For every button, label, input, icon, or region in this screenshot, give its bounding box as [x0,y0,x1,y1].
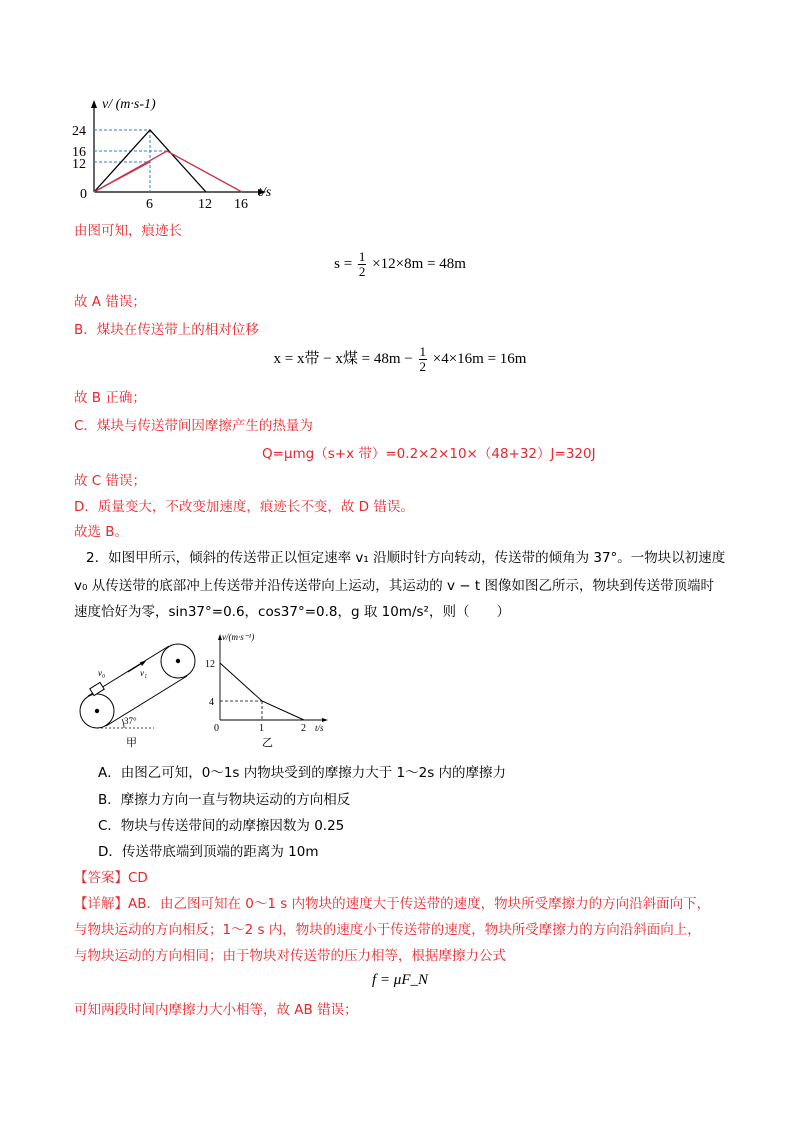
x-tick: 2 [301,723,306,734]
v1-label: v₁ [140,668,148,678]
detail-line: 与物块运动的方向相同；由于物块对传送带的压力相等，根据摩擦力公式 [74,948,506,964]
solution-line: 故 B 正确； [74,390,146,406]
origin: 0 [214,723,219,734]
question-stem: 2．如图甲所示，倾斜的传送带正以恒定速率 v₁ 沿顺时针方向转动，传送带的倾角为 37°。一物块以初速度 [86,550,726,566]
origin: 0 [80,187,87,202]
x-tick: 16 [234,197,248,212]
y-tick: 24 [72,124,86,139]
angle-label: 37° [124,716,137,726]
y-axis-arrow [91,100,97,108]
x-tick: 12 [198,197,212,212]
solution-line: B．煤块在传送带上的相对位移 [74,322,259,338]
question-stem: v₀ 从传送带的底部冲上传送带并沿传送带向上运动，其运动的 v − t 图像如图乙所示，物块到传送带顶端时 [74,578,714,594]
detail-line: 与物块运动的方向相反；1～2 s 内，物块的速度小于传送带的速度，物块所受摩擦力的方向沿斜面向上， [74,922,701,938]
y-tick: 12 [72,157,86,172]
x-label: t/s [315,723,324,733]
equation-2: x = x带 − x煤 = 48m − $\frac{1}{2}$ ×4×16m = 16m [273,344,527,374]
solution-line: 由图可知，痕迹长 [74,223,182,239]
vt-graph-1 [70,92,290,214]
y-label: v/ (m·s-1) [102,97,156,112]
x-label: t/s [258,185,272,200]
v0-label: v₀ [98,668,106,678]
solution-line: C．煤块与传送带间因摩擦产生的热量为 [74,418,313,434]
detail-line: 【详解】AB．由乙图可知在 0～1 s 内物块的速度大于传送带的速度，物块所受摩擦力的方向沿斜面向下， [74,896,711,912]
solution-line: 故 C 错误； [74,473,147,489]
option-d: D．传送带底端到顶端的距离为 10m [98,844,319,860]
x-tick: 1 [259,723,264,734]
solution-line: 故选 B。 [74,524,129,540]
y-tick: 12 [205,659,215,670]
friction-formula: f = μF_N [372,972,428,988]
detail-line: 可知两段时间内摩擦力大小相等，故 AB 错误； [74,1002,358,1018]
block-line [94,151,242,192]
answer: 【答案】CD [74,870,148,886]
heat-formula: Q=μmg（s+x 带）=0.2×2×10×（48+32）J=320J [262,446,596,462]
caption-jia: 甲 [126,737,137,749]
solution-line: 故 A 错误； [74,294,146,310]
caption-yi: 乙 [262,737,273,749]
y-tick: 16 [72,145,86,160]
option-c: C．物块与传送带间的动摩擦因数为 0.25 [98,818,345,834]
y-label: v/(m·s⁻¹) [222,632,255,642]
solution-line: D．质量变大，不改变加速度，痕迹长不变，故 D 错误。 [74,499,414,515]
option-b: B．摩擦力方向一直与物块运动的方向相反 [98,792,351,808]
conveyor-figure [72,640,208,750]
y-tick: 4 [209,697,214,708]
option-a: A．由图乙可知，0～1s 内物块受到的摩擦力大于 1～2s 内的摩擦力 [98,765,507,781]
question-stem: 速度恰好为零，sin37°=0.6，cos37°=0.8，g 取 10m/s²，则（ ） [74,604,510,620]
x-tick: 6 [146,197,153,212]
equation-1: s = $\frac{1}{2}$ ×12×8m = 48m [334,249,466,279]
vt-graph-2 [200,630,340,750]
